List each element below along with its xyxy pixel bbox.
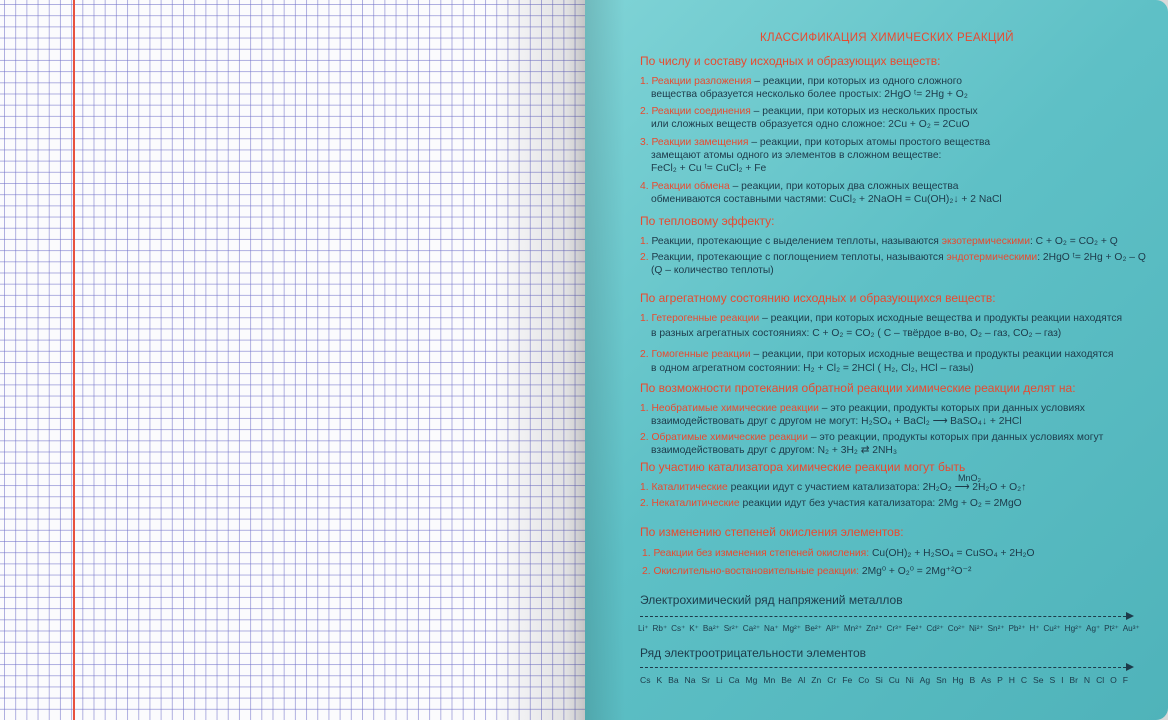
electronegativity-element: S (1049, 675, 1056, 685)
electronegativity-element: Na (684, 675, 696, 685)
item-text: реакции идут без участия катализатора: 2Mg + O₂ = 2MgO (739, 498, 1022, 509)
heading-oxidation: По изменению степеней окисления элементов: (640, 525, 904, 539)
electronegativity-element: Cl (1096, 675, 1105, 685)
item-num: 2. (640, 252, 649, 263)
electronegativity-element: Si (875, 675, 883, 685)
electronegativity-element: O (1110, 675, 1117, 685)
metals-element: Ag⁺ (1085, 624, 1101, 633)
electronegativity-element: K (656, 675, 663, 685)
thermal-item-2 (640, 251, 1146, 264)
item-num: 2. (640, 498, 649, 509)
metals-element: Hg²⁺ (1064, 624, 1083, 633)
item-text: реакции идут с участием катализатора: 2H₂O₂ ⟶ 2H₂O + O₂↑ (727, 482, 1027, 493)
item-term: эндотермическими (946, 252, 1038, 263)
electronegativity-element: C (1020, 675, 1028, 685)
item-text: – реакции, при которых из одного сложного (751, 76, 962, 87)
metals-element: Cr³⁺ (886, 624, 903, 633)
electronegativity-element: As (981, 675, 992, 685)
item-text: – реакции, при которых исходные вещества и продукты реакции находятся (759, 313, 1123, 324)
composition-item-3 (640, 136, 990, 149)
heading-catalyst: По участию катализатора химические реакции могут быть (640, 460, 966, 474)
electronegativity-element: Sr (701, 675, 711, 685)
item-num: 2. (642, 566, 651, 577)
composition-item-3-line3: FeCl₂ + Cu ᵗ= CuCl₂ + Fe (651, 163, 767, 174)
metals-series (638, 623, 1140, 633)
catalyst-label: MnO₂ (958, 473, 981, 483)
electronegativity-element: N (1083, 675, 1091, 685)
item-term: Реакции замещения (651, 137, 749, 148)
aggregate-item-1 (640, 312, 1122, 325)
composition-item-1-line2: вещества образуется несколько более простых: 2HgO ᵗ= 2Hg + O₂ (651, 89, 968, 100)
item-term: Реакции без изменения степеней окисления: (653, 548, 870, 559)
composition-item-3-line2: замещают атомы одного из элементов в сложном веществе: (651, 150, 942, 161)
arrow-right-icon (1126, 612, 1134, 620)
electronegativity-element: Sn (936, 675, 947, 685)
reversibility-item-1-line2: взаимодействовать друг с другом не могут: H₂SO₄ + BaCl₂ ⟶ BaSO₄↓ + 2HCl (651, 416, 1022, 427)
heading-metals: Электрохимический ряд напряжений металлов (640, 593, 903, 607)
heading-electronegativity: Ряд электроотрицательности элементов (640, 646, 866, 660)
electronegativity-element: Se (1033, 675, 1044, 685)
electronegativity-element: H (1008, 675, 1015, 685)
heading-reversibility: По возможности протекания обратной реакции химические реакции делят на: (640, 381, 1076, 395)
electronegativity-element: Mg (745, 675, 758, 685)
item-num: 3. (640, 137, 649, 148)
heading-thermal: По тепловому эффекту: (640, 214, 775, 228)
item-text: – это реакции, продукты которых при данных условиях (818, 403, 1085, 414)
oxidation-item-2 (642, 565, 971, 578)
item-text: – это реакции, продукты которых при данных условиях могут (808, 432, 1104, 443)
item-term: Каталитические (651, 482, 728, 493)
electronegativity-element: Cu (888, 675, 900, 685)
electronegativity-element: Mn (763, 675, 776, 685)
item-num: 1. (640, 236, 649, 247)
item-term: Окислительно-востановительные реакции: (653, 566, 860, 577)
reversibility-item-1 (640, 402, 1085, 415)
metals-element: Mn²⁺ (843, 624, 863, 633)
page-title: КЛАССИФИКАЦИЯ ХИМИЧЕСКИХ РЕАКЦИЙ (760, 32, 1014, 44)
metals-element: Mg²⁺ (782, 624, 802, 633)
composition-item-2 (640, 105, 978, 118)
item-num: 2. (640, 349, 649, 360)
metals-element: Cd²⁺ (926, 624, 944, 633)
aggregate-item-2 (640, 348, 1113, 361)
item-term: Гетерогенные реакции (651, 313, 760, 324)
item-num: 1. (642, 548, 651, 559)
electronegativity-element: Cs (640, 675, 651, 685)
item-num: 1. (640, 403, 649, 414)
aggregate-item-2-line2: в одном агрегатном состоянии: H₂ + Cl₂ = 2HCl ( H₂, Cl₂, HCl – газы) (651, 363, 974, 374)
metals-element: Ni²⁺ (969, 624, 984, 633)
item-text: – реакции, при которых из нескольких простых (750, 106, 978, 117)
item-num: 1. (640, 76, 649, 87)
catalyst-item-2 (640, 497, 1022, 510)
composition-item-2-line2: или сложных веществ образуется одно сложное: 2Cu + O₂ = 2CuO (651, 119, 970, 130)
electronegativity-element: Fe (842, 675, 853, 685)
electronegativity-element: Ag (919, 675, 931, 685)
item-term: Реакции обмена (651, 181, 730, 192)
item-formula: Cu(OH)₂ + H₂SO₄ = CuSO₄ + 2H₂O (869, 548, 1035, 559)
electronegativity-element: Hg (952, 675, 964, 685)
metals-arrow-line (640, 616, 1126, 617)
electronegativity-element: P (997, 675, 1003, 685)
item-num: 2. (640, 432, 649, 443)
item-num: 2. (640, 106, 649, 117)
metals-element: Co²⁺ (947, 624, 966, 633)
electronegativity-element: Zn (811, 675, 822, 685)
metals-element: Sr²⁺ (723, 624, 739, 633)
item-term: Необратимые химические реакции (651, 403, 819, 414)
electronegativity-element: Ba (668, 675, 679, 685)
metals-element: Rb⁺ (652, 624, 668, 633)
electronegativity-element: Co (858, 675, 870, 685)
electronegativity-arrow-line (640, 667, 1126, 668)
metals-element: Na⁺ (764, 624, 779, 633)
electronegativity-element: B (969, 675, 976, 685)
reversibility-item-2 (640, 431, 1103, 444)
item-text: – реакции, при которых атомы простого вещества (748, 137, 991, 148)
metals-element: Pt²⁺ (1104, 624, 1119, 633)
metals-element: Zn²⁺ (866, 624, 883, 633)
fold-shadow (585, 0, 625, 720)
heading-aggregate: По агрегатному состоянию исходных и образующихся веществ: (640, 291, 996, 305)
margin-line (73, 0, 75, 720)
item-num: 1. (640, 482, 649, 493)
item-num: 1. (640, 313, 649, 324)
metals-element: Ca²⁺ (742, 624, 761, 633)
metals-element: Cs⁺ (671, 624, 686, 633)
item-term: Обратимые химические реакции (651, 432, 809, 443)
catalyst-item-1 (640, 481, 1026, 494)
electronegativity-element: Al (797, 675, 806, 685)
oxidation-item-1 (642, 547, 1035, 560)
metals-element: Al³⁺ (825, 624, 841, 633)
composition-item-1 (640, 75, 962, 88)
metals-element: H⁺ (1029, 624, 1040, 633)
item-text: Реакции, протекающие с поглощением теплоты, называются (651, 252, 947, 263)
item-formula: 2Mg⁰ + O₂⁰ = 2Mg⁺²O⁻² (859, 566, 972, 577)
thermal-item-2-line2: (Q – количество теплоты) (651, 265, 774, 276)
reference-page (585, 0, 1168, 720)
aggregate-item-1-line2: в разных агрегатных состояниях: C + O₂ = CO₂ ( C – твёрдое в-во, O₂ – газ, CO₂ – газ) (651, 328, 1062, 339)
electronegativity-element: Cr (827, 675, 837, 685)
metals-element: Pb²⁺ (1008, 624, 1026, 633)
metals-element: Au³⁺ (1122, 624, 1140, 633)
composition-item-4 (640, 180, 958, 193)
item-formula: : C + O₂ = CO₂ + Q (1029, 236, 1118, 247)
electronegativity-series (640, 675, 1128, 685)
electronegativity-element: Ca (728, 675, 740, 685)
electronegativity-element: Br (1069, 675, 1078, 685)
item-term: Некаталитические (651, 498, 740, 509)
item-formula: : 2HgO ᵗ= 2Hg + O₂ – Q (1037, 252, 1146, 263)
arrow-right-icon (1126, 663, 1134, 671)
electronegativity-element: Ni (905, 675, 914, 685)
metals-element: Li⁺ (638, 624, 649, 633)
metals-element: K⁺ (689, 624, 700, 633)
metals-element: Be²⁺ (804, 624, 822, 633)
electronegativity-element: Be (781, 675, 792, 685)
metals-element: Ba²⁺ (702, 624, 720, 633)
item-term: Реакции соединения (651, 106, 751, 117)
reversibility-item-2-line2: взаимодействовать друг с другом: N₂ + 3H₂ ⇄ 2NH₃ (651, 445, 898, 456)
item-num: 4. (640, 181, 649, 192)
page-fold-shadow (490, 0, 585, 720)
item-term: Реакции разложения (651, 76, 752, 87)
metals-element: Cu²⁺ (1043, 624, 1061, 633)
item-text: – реакции, при которых исходные вещества и продукты реакции находятся (750, 349, 1114, 360)
metals-element: Fe²⁺ (905, 624, 923, 633)
item-text: – реакции, при которых два сложных вещества (729, 181, 959, 192)
metals-element: Sn²⁺ (987, 624, 1005, 633)
item-term: экзотермическими (941, 236, 1030, 247)
composition-item-4-line2: обмениваются составными частями: CuCl₂ + 2NaOH = Cu(OH)₂↓ + 2 NaCl (651, 194, 1002, 205)
item-text: Реакции, протекающие с выделением теплоты, называются (651, 236, 942, 247)
heading-composition: По числу и составу исходных и образующих веществ: (640, 54, 941, 68)
electronegativity-element: F (1122, 675, 1128, 685)
electronegativity-element: I (1061, 675, 1064, 685)
thermal-item-1 (640, 235, 1118, 248)
item-term: Гомогенные реакции (651, 349, 751, 360)
electronegativity-element: Li (715, 675, 723, 685)
